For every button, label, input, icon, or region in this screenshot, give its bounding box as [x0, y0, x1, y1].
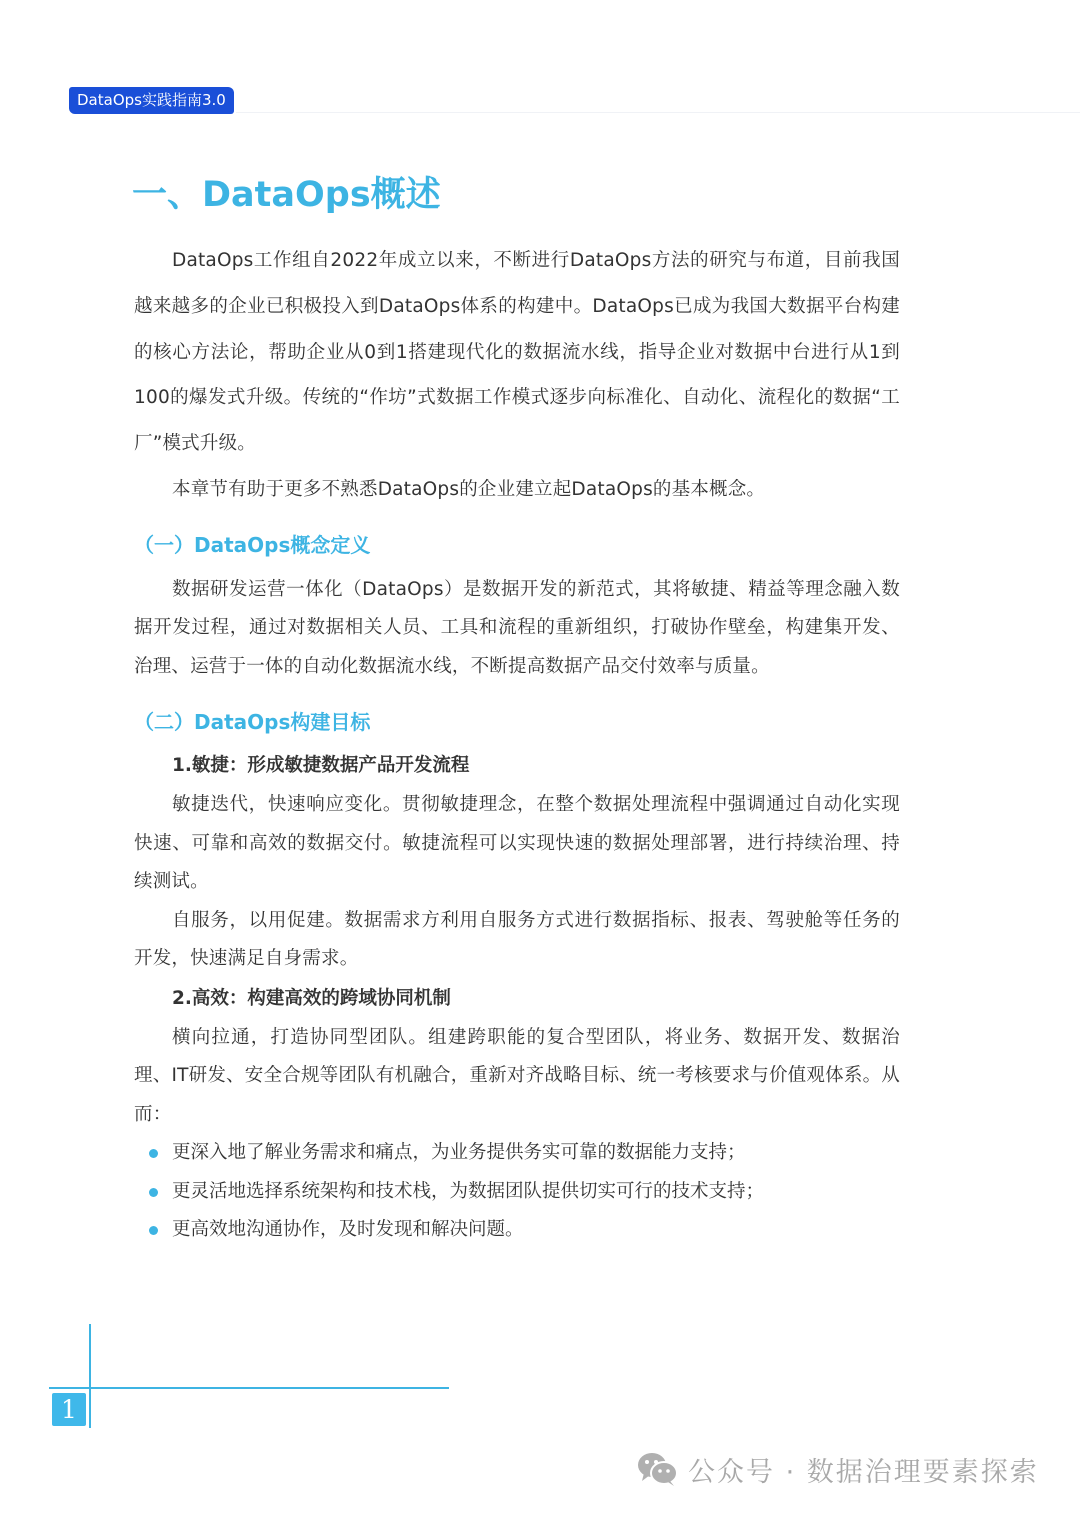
- watermark-text: 公众号 · 数据治理要素探索: [688, 1456, 1039, 1488]
- list-item: [134, 1173, 900, 1212]
- intro-paragraph-2: 本章节有助于更多不熟悉DataOps的企业建立起DataOps的基本概念。: [172, 478, 766, 500]
- footer-horizontal-rule: [49, 1387, 449, 1389]
- bullet-dot-icon: [149, 1149, 158, 1158]
- list-item-text: 更深入地了解业务需求和痛点，为业务提供务实可靠的数据能力支持；: [172, 1142, 746, 1164]
- wechat-watermark: [636, 1449, 1039, 1489]
- benefits-list: [134, 1134, 900, 1250]
- chapter-title: 一、DataOps概述: [132, 175, 441, 215]
- subsection-title-efficient: 2.高效：构建高效的跨域协同机制: [172, 987, 451, 1009]
- list-item-text: 更高效地沟通协作，及时发现和解决问题。: [172, 1219, 524, 1241]
- wechat-icon: [636, 1451, 680, 1487]
- page-number-badge: 1: [52, 1393, 86, 1426]
- header-divider: [236, 112, 1080, 113]
- section-title-concept-definition: （一）DataOps概念定义: [134, 532, 371, 557]
- section-title-build-goals: （二）DataOps构建目标: [134, 710, 371, 735]
- concept-definition-paragraph: 数据研发运营一体化（DataOps）是数据开发的新范式，其将敏捷、精益等理念融入数据开发过程，通过对数据相关人员、工具和流程的重新组织，打破协作壁垒，构建集开发、治理、运营于一体的自动化数据流水线，不断提高数据产品交付效率与质量。: [134, 578, 900, 677]
- agile-paragraph-2: 自服务，以用促建。数据需求方利用自服务方式进行数据指标、报表、驾驶舱等任务的开发，快速满足自身需求。: [134, 909, 900, 970]
- subsection-title-agile: 1.敏捷：形成敏捷数据产品开发流程: [172, 755, 470, 777]
- bullet-dot-icon: [149, 1226, 158, 1235]
- list-item: [134, 1134, 900, 1173]
- page-content: [134, 238, 900, 1250]
- footer-vertical-rule: [89, 1324, 91, 1428]
- bullet-dot-icon: [149, 1188, 158, 1197]
- intro-paragraph-1: DataOps工作组自2022年成立以来，不断进行DataOps方法的研究与布道，目前我国越来越多的企业已积极投入到DataOps体系的构建中。DataOps已成为我国大数据平台构建的核心方法论，帮助企业从0到1搭建现代化的数据流水线，指导企业对数据中台进行从1到100的爆发式升级。传统的“作坊”式数据工作模式逐步向标准化、自动化、流程化的数据“工厂”模式升级。: [134, 250, 900, 455]
- agile-paragraph-1: 敏捷迭代，快速响应变化。贯彻敏捷理念，在整个数据处理流程中强调通过自动化实现快速、可靠和高效的数据交付。敏捷流程可以实现快速的数据处理部署，进行持续治理、持续测试。: [134, 794, 900, 893]
- list-item-text: 更灵活地选择系统架构和技术栈，为数据团队提供切实可行的技术支持；: [172, 1180, 765, 1202]
- efficient-paragraph: 横向拉通，打造协同型团队。组建跨职能的复合型团队，将业务、数据开发、数据治理、IT研发、安全合规等团队有机融合，重新对齐战略目标、统一考核要求与价值观体系。从而：: [134, 1026, 900, 1125]
- list-item: [134, 1211, 900, 1250]
- document-header-tag: DataOps实践指南3.0: [69, 87, 234, 114]
